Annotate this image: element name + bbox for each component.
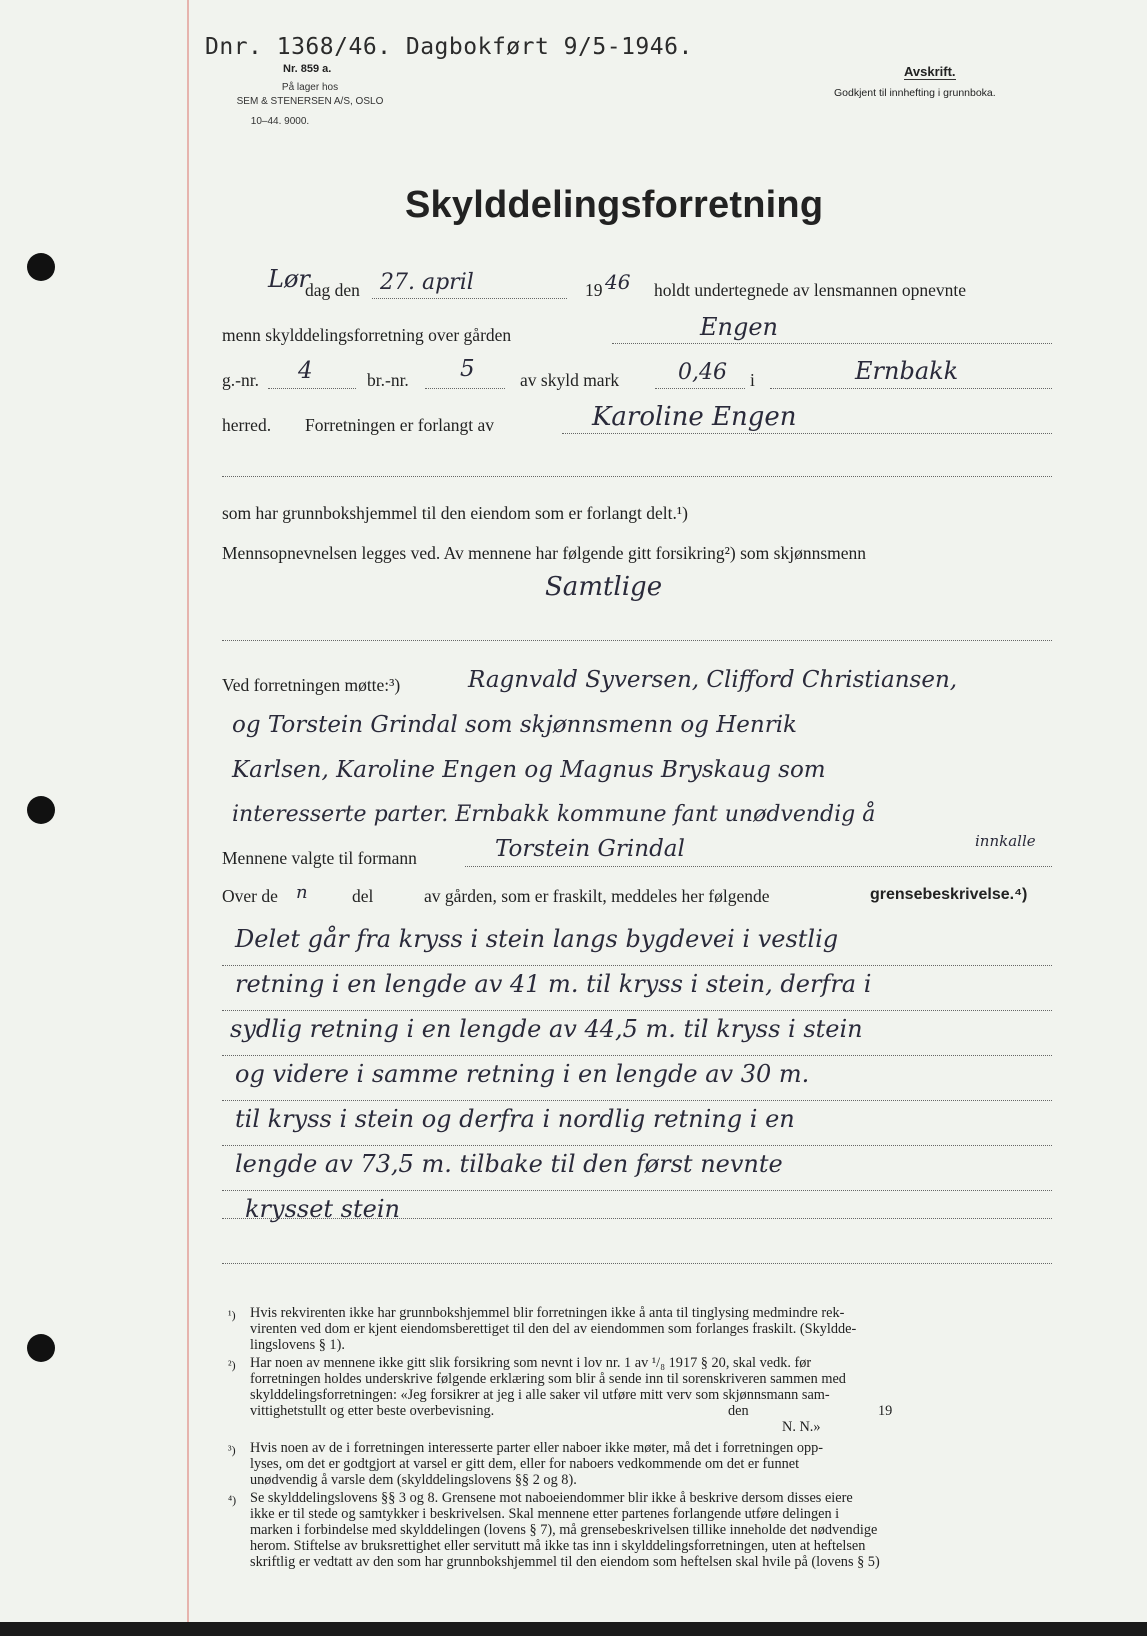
- punch-hole: [27, 253, 55, 281]
- field-line: [222, 1055, 1052, 1056]
- field-line: [222, 1145, 1052, 1146]
- field-line: [222, 640, 1052, 641]
- label-year-prefix: 19: [585, 280, 603, 300]
- punch-hole: [27, 1334, 55, 1362]
- label-i: i: [750, 370, 755, 390]
- samtlige-handwritten: Samtlige: [545, 572, 663, 602]
- field-line: [425, 388, 505, 389]
- label-holdt: holdt undertegnede av lensmannen opnevnte: [654, 280, 966, 300]
- footnote-line: lingslovens § 1).: [250, 1337, 345, 1353]
- grense-handwritten-line: krysset stein: [245, 1195, 400, 1223]
- label-formann: Mennene valgte til formann: [222, 848, 417, 868]
- printer-line-3: 10–44. 9000.: [250, 116, 310, 127]
- field-line: [222, 1218, 1052, 1219]
- field-line: [222, 1010, 1052, 1011]
- footnote-line: marken i forbindelse med skylddelingen (lovens § 7), må grensebeskrivelsen tillike inneholde det nødvendige: [250, 1522, 878, 1538]
- field-line: [222, 1100, 1052, 1101]
- label-grensebeskrivelse: grensebeskrivelse.⁴): [870, 886, 1028, 903]
- margin-line: [187, 0, 189, 1622]
- footnote-line: Hvis rekvirenten ikke har grunnbokshjemmel blir forretningen ikke å anta til tinglysing medmindre rek-: [250, 1305, 845, 1321]
- formann-handwritten: Torstein Grindal: [495, 836, 685, 862]
- mote-handwritten-line: og Torstein Grindal som skjønnsmenn og Henrik: [232, 712, 797, 738]
- footnote-line: lyses, om det er godtgjort at varsel er gitt dem, eller for naboers vedkommende om det er funnet: [250, 1456, 800, 1472]
- form-number: Nr. 859 a.: [283, 63, 332, 75]
- grense-handwritten-line: og videre i samme retning i en lengde av 30 m.: [235, 1060, 810, 1088]
- printer-line-2: SEM & STENERSEN A/S, OSLO: [236, 96, 384, 107]
- footnote-line: unødvendig å varsle dem (skylddelingslovens §§ 2 og 8).: [250, 1472, 577, 1488]
- footnote-den: den: [728, 1403, 749, 1419]
- footnote-line: skylddelingsforretningen: «Jeg forsikrer at jeg i alle saker vil utføre mitt verv som skjønnsmann sam-: [250, 1387, 830, 1403]
- requester-handwritten: Karoline Engen: [592, 402, 797, 432]
- grense-handwritten-line: sydlig retning i en lengde av 44,5 m. til kryss i stein: [230, 1015, 863, 1043]
- label-grunnbok: som har grunnbokshjemmel til den eiendom som er forlangt delt.¹): [222, 503, 688, 523]
- punch-hole: [27, 796, 55, 824]
- label-over-garden: av gården, som er fraskilt, meddeles her følgende: [424, 886, 770, 906]
- label-menns: Mennsopnevnelsen legges ved. Av mennene har følgende gitt forsikring²) som skjønnsmenn: [222, 543, 867, 563]
- skyld-value: 0,46: [678, 360, 727, 385]
- footnote-signature: N. N.»: [782, 1419, 821, 1435]
- field-line: [465, 866, 1052, 867]
- day-handwritten: Lør: [268, 265, 310, 293]
- label-bnr: br.-nr.: [367, 370, 409, 390]
- label-gnr: g.-nr.: [222, 370, 259, 390]
- registry-stamp: Dnr. 1368/46. Dagbokført 9/5-1946.: [205, 34, 693, 60]
- mote-extra-handwritten: innkalle: [975, 832, 1036, 850]
- footnote-mark: ²): [228, 1358, 236, 1372]
- copy-note: Godkjent til innhefting i grunnboka.: [834, 87, 996, 99]
- farm-handwritten: Engen: [700, 313, 778, 341]
- field-line: [655, 388, 745, 389]
- label-del: del: [352, 886, 374, 906]
- mote-handwritten-line: interesserte parter. Ernbakk kommune fant unødvendig å: [232, 802, 876, 827]
- footnote-line: vittighetstullt og etter beste overbevisning.: [250, 1403, 495, 1419]
- grense-handwritten-line: retning i en lengde av 41 m. til kryss i stein, derfra i: [235, 970, 872, 998]
- field-line: [562, 433, 1052, 434]
- grense-handwritten-line: lengde av 73,5 m. tilbake til den først nevnte: [235, 1150, 783, 1178]
- label-mote: Ved forretningen møtte:³): [222, 675, 401, 695]
- label-forlangt: Forretningen er forlangt av: [305, 415, 495, 435]
- label-over: Over de: [222, 886, 278, 906]
- label-dag-den: dag den: [305, 280, 360, 300]
- label-herred: herred.: [222, 415, 272, 435]
- herred-handwritten: Ernbakk: [855, 357, 959, 385]
- field-line: [222, 1190, 1052, 1191]
- mote-handwritten-line: Ragnvald Syversen, Clifford Christiansen,: [468, 667, 958, 693]
- field-line: [222, 965, 1052, 966]
- footnote-line: Har noen av mennene ikke gitt slik forsikring som nevnt i lov nr. 1 av ¹/₈ 1917 § 20, skal vedk. før: [250, 1355, 812, 1371]
- over-handwritten: n: [296, 882, 308, 903]
- footnote-mark: ¹): [228, 1308, 236, 1322]
- field-line: [222, 476, 1052, 477]
- footnote-mark: ⁴): [228, 1493, 237, 1507]
- field-line: [770, 388, 1052, 389]
- field-line: [612, 343, 1052, 344]
- footnote-line: ikke er til stede og samtykker i beskrivelsen. Skal mennene etter partenes forlangende utføre delingen i: [250, 1506, 840, 1522]
- label-menn: menn skylddelingsforretning over gården: [222, 325, 512, 345]
- footnote-line: Se skylddelingslovens §§ 3 og 8. Grensene mot naboeiendommer blir ikke å beskrive dersom disses eiere: [250, 1490, 853, 1506]
- year-handwritten: 46: [605, 270, 631, 294]
- footnote-line: forretningen holdes underskrive følgende erklæring som blir å sende inn til sorenskriveren sammen med: [250, 1371, 846, 1387]
- mote-handwritten-line: Karlsen, Karoline Engen og Magnus Bryskaug som: [232, 757, 826, 783]
- field-line: [222, 1263, 1052, 1264]
- date-handwritten: 27. april: [380, 270, 474, 295]
- copy-label: Avskrift.: [904, 64, 956, 79]
- footnote-year: 19: [878, 1403, 893, 1419]
- footnote-line: virenten ved dom er kjent eiendomsberettiget til den del av eiendommen som forlanges fraskilt. (Skyldde-: [250, 1321, 857, 1337]
- footnote-mark: ³): [228, 1443, 236, 1457]
- footnote-line: herom. Stiftelse av bruksrettighet eller servitutt må ikke tas inn i skylddelingsforretningen, uten at heftelsen: [250, 1538, 866, 1554]
- footnote-line: skriftlig er vedtatt av den som har grunnbokshjemmel til den eiendom som heftelsen skal hvile på (lovens § 5): [250, 1554, 880, 1570]
- page-title: Skylddelingsforretning: [405, 184, 824, 226]
- grense-handwritten-line: til kryss i stein og derfra i nordlig retning i en: [235, 1105, 795, 1133]
- printer-line-1: På lager hos: [281, 82, 339, 93]
- bnr-value: 5: [460, 356, 475, 382]
- grense-handwritten-line: Delet går fra kryss i stein langs bygdevei i vestlig: [235, 925, 839, 953]
- label-skyld: av skyld mark: [520, 370, 620, 390]
- field-line: [372, 298, 567, 299]
- field-line: [268, 388, 356, 389]
- footnote-line: Hvis noen av de i forretningen interesserte parter eller naboer ikke møter, må det i forretningen opp-: [250, 1440, 824, 1456]
- gnr-value: 4: [298, 358, 313, 384]
